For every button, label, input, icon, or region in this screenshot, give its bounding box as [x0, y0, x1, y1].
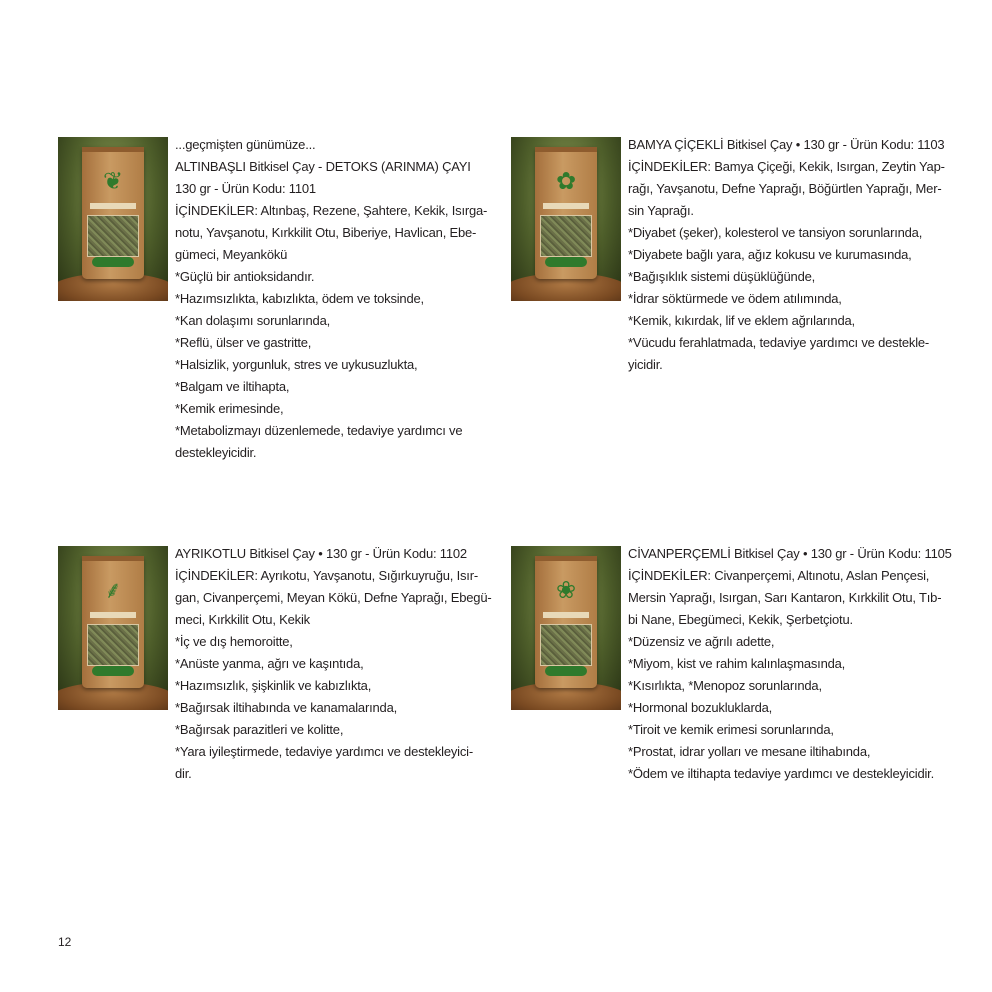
- ingredients-line: İÇİNDEKİLER: Civanperçemi, Altınotu, Aslan Pençesi,: [628, 568, 930, 583]
- tea-pouch: [535, 556, 597, 688]
- ingredients-line: sin Yaprağı.: [628, 203, 694, 218]
- tea-pouch: [82, 556, 144, 688]
- benefit-line: *Kısırlıkta, *Menopoz sorunlarında,: [628, 678, 822, 693]
- product-title: ALTINBAŞLI Bitkisel Çay - DETOKS (ARINMA) ÇAYI: [175, 159, 471, 174]
- product-description: [175, 134, 488, 464]
- benefit-line: *Ödem ve iltihapta tedaviye yardımcı ve destekleyicidir.: [628, 766, 934, 781]
- benefit-line: *Metabolizmayı düzenlemede, tedaviye yardımcı ve: [175, 423, 463, 438]
- benefit-line: *Halsizlik, yorgunluk, stres ve uykusuzlukta,: [175, 357, 418, 372]
- pouch-label: [543, 203, 589, 209]
- product-photo: [58, 137, 168, 301]
- benefit-line: *Miyom, kist ve rahim kalınlaşmasında,: [628, 656, 846, 671]
- product-photo: [511, 137, 621, 301]
- brand-logo: [545, 257, 587, 267]
- benefit-line: *Kemik erimesinde,: [175, 401, 284, 416]
- flower-icon: ✿: [555, 168, 577, 195]
- grass-icon: ⸙: [104, 577, 122, 604]
- ingredients-line: gan, Civanperçemi, Meyan Kökü, Defne Yaprağı, Ebegü-: [175, 590, 492, 605]
- pouch-label: [543, 612, 589, 618]
- cluster-plant-icon: ❦: [102, 168, 124, 195]
- pouch-window: [540, 624, 592, 666]
- yarrow-plant-icon: ❀: [555, 577, 577, 604]
- tea-pouch: [535, 147, 597, 279]
- benefit-line: yicidir.: [628, 357, 663, 372]
- brand-logo: [92, 257, 134, 267]
- benefit-line: *Reflü, ülser ve gastritte,: [175, 335, 312, 350]
- benefit-line: *İç ve dış hemoroitte,: [175, 634, 293, 649]
- ingredients-line: gümeci, Meyankökü: [175, 247, 288, 262]
- ingredients-line: meci, Kırkkilit Otu, Kekik: [175, 612, 310, 627]
- benefit-line: *Diyabet (şeker), kolesterol ve tansiyon sorunlarında,: [628, 225, 923, 240]
- benefit-line: *Diyabete bağlı yara, ağız kokusu ve kurumasında,: [628, 247, 912, 262]
- pouch-label: [90, 612, 136, 618]
- benefit-line: *Tiroit ve kemik erimesi sorunlarında,: [628, 722, 834, 737]
- benefit-line: *Hormonal bozukluklarda,: [628, 700, 773, 715]
- benefit-line: *Bağırsak parazitleri ve kolitte,: [175, 722, 344, 737]
- product-code: 130 gr - Ürün Kodu: 1101: [175, 181, 316, 196]
- benefit-line: *Hazımsızlık, şişkinlik ve kabızlıkta,: [175, 678, 372, 693]
- benefit-line: *Kemik, kıkırdak, lif ve eklem ağrılarında,: [628, 313, 855, 328]
- benefit-line: *Bağışıklık sistemi düşüklüğünde,: [628, 269, 816, 284]
- benefit-line: *Bağırsak iltihabında ve kanamalarında,: [175, 700, 398, 715]
- pouch-label: [90, 203, 136, 209]
- benefit-line: *Anüste yanma, ağrı ve kaşıntıda,: [175, 656, 364, 671]
- product-description: [628, 134, 945, 376]
- benefit-line: *Kan dolaşımı sorunlarında,: [175, 313, 331, 328]
- ingredients-line: İÇİNDEKİLER: Ayrıkotu, Yavşanotu, Sığırkuyruğu, Isır-: [175, 568, 478, 583]
- ingredients-line: notu, Yavşanotu, Kırkkilit Otu, Biberiye, Havlican, Ebe-: [175, 225, 477, 240]
- benefit-line: *Balgam ve iltihapta,: [175, 379, 290, 394]
- pouch-window: [87, 215, 139, 257]
- product-photo: [511, 546, 621, 710]
- benefit-line: dir.: [175, 766, 192, 781]
- ingredients-line: rağı, Yavşanotu, Defne Yaprağı, Böğürtlen Yaprağı, Mer-: [628, 181, 942, 196]
- product-title: BAMYA ÇİÇEKLİ Bitkisel Çay • 130 gr - Ürün Kodu: 1103: [628, 137, 945, 152]
- brand-logo: [92, 666, 134, 676]
- product-title: CİVANPERÇEMLİ Bitkisel Çay • 130 gr - Ürün Kodu: 1105: [628, 546, 952, 561]
- ingredients-line: bi Nane, Ebegümeci, Kekik, Şerbetçiotu.: [628, 612, 853, 627]
- benefit-line: *Yara iyileştirmede, tedaviye yardımcı ve destekleyici-: [175, 744, 473, 759]
- brand-logo: [545, 666, 587, 676]
- ingredients-line: İÇİNDEKİLER: Altınbaş, Rezene, Şahtere, Kekik, Isırga-: [175, 203, 488, 218]
- benefit-line: *Vücudu ferahlatmada, tedaviye yardımcı ve destekle-: [628, 335, 930, 350]
- product-description: [628, 543, 952, 785]
- benefit-line: *Prostat, idrar yolları ve mesane iltihabında,: [628, 744, 871, 759]
- pouch-window: [87, 624, 139, 666]
- page-number: 12: [58, 935, 72, 949]
- product-description: [175, 543, 492, 785]
- tea-pouch: [82, 147, 144, 279]
- product-title: AYRIKOTLU Bitkisel Çay • 130 gr - Ürün Kodu: 1102: [175, 546, 467, 561]
- benefit-line: destekleyicidir.: [175, 445, 257, 460]
- ingredients-line: Mersin Yaprağı, Isırgan, Sarı Kantaron, Kırkkilit Otu, Tıb-: [628, 590, 942, 605]
- ingredients-line: İÇİNDEKİLER: Bamya Çiçeği, Kekik, Isırgan, Zeytin Yap-: [628, 159, 945, 174]
- benefit-line: *Hazımsızlıkta, kabızlıkta, ödem ve toksinde,: [175, 291, 424, 306]
- pouch-window: [540, 215, 592, 257]
- tagline: ...geçmişten günümüze...: [175, 137, 316, 152]
- benefit-line: *Güçlü bir antioksidandır.: [175, 269, 315, 284]
- benefit-line: *Düzensiz ve ağrılı adette,: [628, 634, 775, 649]
- product-photo: [58, 546, 168, 710]
- benefit-line: *İdrar söktürmede ve ödem atılımında,: [628, 291, 842, 306]
